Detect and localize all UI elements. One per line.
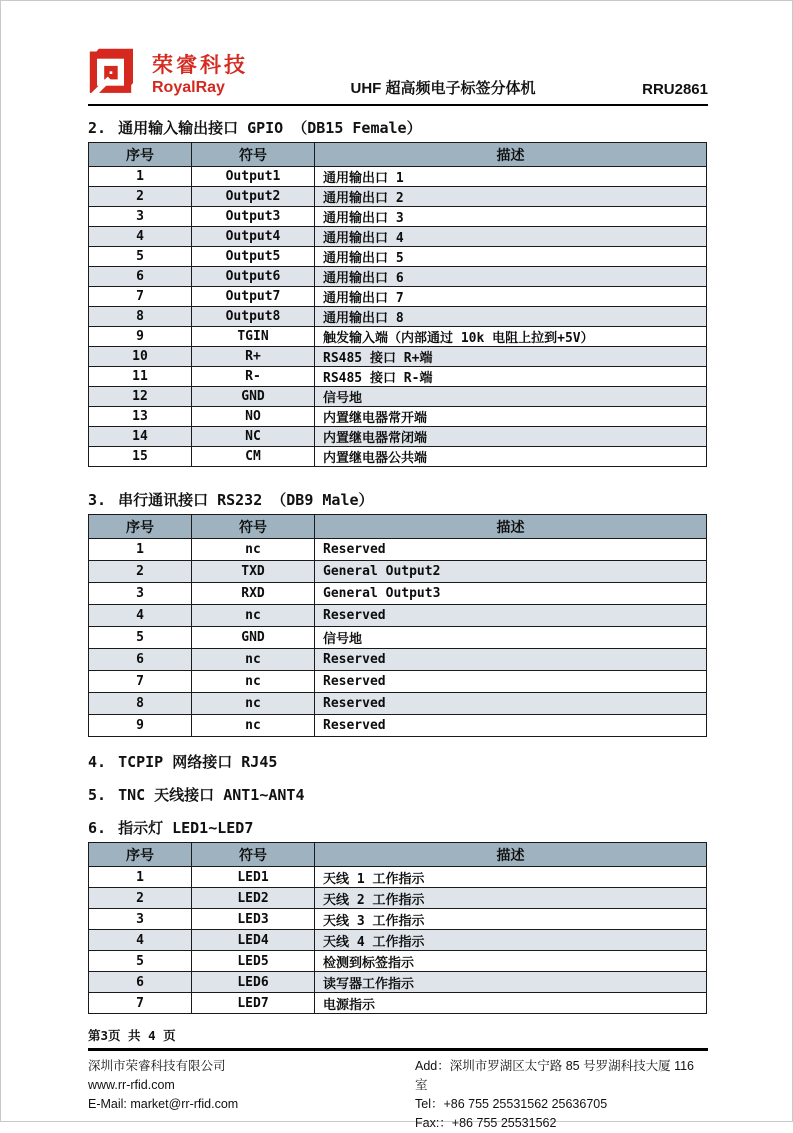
footer-company-name: 深圳市荣睿科技有限公司 xyxy=(88,1059,226,1073)
section-number: 2. xyxy=(88,119,107,137)
cell-description: 电源指示 xyxy=(315,993,707,1014)
table-row xyxy=(89,187,707,207)
cell-description: 通用输出口 1 xyxy=(315,167,707,187)
cell-number: 2 xyxy=(89,187,192,207)
gpio-pin-table xyxy=(88,142,707,467)
section-title: TCPIP 网络接口 RJ45 xyxy=(118,753,278,771)
cell-number: 2 xyxy=(89,888,192,909)
cell-symbol: GND xyxy=(192,387,315,407)
column-header: 描述 xyxy=(315,515,707,539)
footer-fax: Fax:：+86 755 25531562 xyxy=(415,1116,557,1130)
section-heading-antenna xyxy=(88,785,708,805)
cell-symbol: LED2 xyxy=(192,888,315,909)
logo-text xyxy=(152,47,248,97)
cell-number: 1 xyxy=(89,539,192,561)
column-header: 序号 xyxy=(89,143,192,167)
cell-number: 6 xyxy=(89,972,192,993)
cell-description: 天线 1 工作指示 xyxy=(315,867,707,888)
cell-number: 7 xyxy=(89,993,192,1014)
column-header: 符号 xyxy=(192,843,315,867)
cell-symbol: LED5 xyxy=(192,951,315,972)
cell-number: 3 xyxy=(89,207,192,227)
cell-symbol: Output7 xyxy=(192,287,315,307)
section-heading-rs232 xyxy=(88,490,708,510)
cell-number: 5 xyxy=(89,951,192,972)
cell-description: Reserved xyxy=(315,649,707,671)
product-model: RRU2861 xyxy=(642,81,708,98)
section-number: 5. xyxy=(88,786,107,804)
table-row xyxy=(89,539,707,561)
table-row xyxy=(89,909,707,930)
section-title: 串行通讯接口 RS232 （DB9 Male） xyxy=(118,491,374,509)
table-row xyxy=(89,715,707,737)
cell-description: 通用输出口 3 xyxy=(315,207,707,227)
table-row xyxy=(89,327,707,347)
column-header: 描述 xyxy=(315,143,707,167)
cell-number: 4 xyxy=(89,605,192,627)
cell-symbol: R+ xyxy=(192,347,315,367)
table-row xyxy=(89,167,707,187)
footer xyxy=(88,1057,708,1133)
footer-website: www.rr-rfid.com xyxy=(88,1078,175,1092)
cell-symbol: Output5 xyxy=(192,247,315,267)
cell-number: 12 xyxy=(89,387,192,407)
cell-number: 9 xyxy=(89,327,192,347)
cell-number: 7 xyxy=(89,287,192,307)
table-row xyxy=(89,583,707,605)
cell-number: 7 xyxy=(89,671,192,693)
cell-symbol: LED3 xyxy=(192,909,315,930)
cell-symbol: Output6 xyxy=(192,267,315,287)
cell-symbol: LED7 xyxy=(192,993,315,1014)
cell-symbol: NO xyxy=(192,407,315,427)
cell-symbol: nc xyxy=(192,671,315,693)
table-row xyxy=(89,930,707,951)
cell-description: 通用输出口 4 xyxy=(315,227,707,247)
cell-symbol: R- xyxy=(192,367,315,387)
table-row xyxy=(89,605,707,627)
cell-symbol: Output2 xyxy=(192,187,315,207)
cell-number: 3 xyxy=(89,583,192,605)
table-row xyxy=(89,287,707,307)
table-row xyxy=(89,307,707,327)
cell-symbol: GND xyxy=(192,627,315,649)
cell-symbol: nc xyxy=(192,715,315,737)
cell-number: 15 xyxy=(89,447,192,467)
cell-number: 2 xyxy=(89,561,192,583)
cell-number: 14 xyxy=(89,427,192,447)
cell-description: General Output2 xyxy=(315,561,707,583)
table-row xyxy=(89,347,707,367)
section-number: 4. xyxy=(88,753,107,771)
cell-symbol: LED6 xyxy=(192,972,315,993)
table-row xyxy=(89,427,707,447)
table-row xyxy=(89,951,707,972)
cell-symbol: Output3 xyxy=(192,207,315,227)
table-row xyxy=(89,888,707,909)
cell-symbol: TGIN xyxy=(192,327,315,347)
cell-symbol: nc xyxy=(192,649,315,671)
table-row xyxy=(89,247,707,267)
table-header-row xyxy=(89,515,707,539)
cell-symbol: Output1 xyxy=(192,167,315,187)
footer-left-column xyxy=(88,1057,415,1133)
section-number: 6. xyxy=(88,819,107,837)
cell-description: 天线 3 工作指示 xyxy=(315,909,707,930)
cell-description: Reserved xyxy=(315,715,707,737)
column-header: 序号 xyxy=(89,843,192,867)
cell-symbol: Output4 xyxy=(192,227,315,247)
cell-number: 6 xyxy=(89,649,192,671)
table-header-row xyxy=(89,143,707,167)
column-header: 序号 xyxy=(89,515,192,539)
cell-number: 10 xyxy=(89,347,192,367)
section-number: 3. xyxy=(88,491,107,509)
cell-number: 8 xyxy=(89,693,192,715)
table-row xyxy=(89,447,707,467)
cell-number: 4 xyxy=(89,930,192,951)
column-header: 符号 xyxy=(192,515,315,539)
table-row xyxy=(89,627,707,649)
cell-description: 信号地 xyxy=(315,387,707,407)
table-row xyxy=(89,972,707,993)
table-row xyxy=(89,993,707,1014)
cell-symbol: RXD xyxy=(192,583,315,605)
section-heading-led xyxy=(88,818,708,838)
cell-description: Reserved xyxy=(315,671,707,693)
cell-description: RS485 接口 R-端 xyxy=(315,367,707,387)
cell-number: 3 xyxy=(89,909,192,930)
section-heading-gpio xyxy=(88,118,708,138)
table-row xyxy=(89,867,707,888)
cell-symbol: LED1 xyxy=(192,867,315,888)
logo-company-name-cn: 荣睿科技 xyxy=(152,54,248,77)
section-title: 通用输入输出接口 GPIO （DB15 Female） xyxy=(118,119,422,137)
column-header: 符号 xyxy=(192,143,315,167)
rs232-pin-table xyxy=(88,514,707,737)
footer-right-column xyxy=(415,1057,708,1133)
cell-description: 通用输出口 8 xyxy=(315,307,707,327)
cell-symbol: TXD xyxy=(192,561,315,583)
page-header xyxy=(88,1,708,106)
document-title: UHF 超高频电子标签分体机 xyxy=(350,80,536,97)
section-title: 指示灯 LED1~LED7 xyxy=(118,819,254,837)
royalray-logo-icon xyxy=(88,47,142,101)
page-number-label: 第3页 共 4 页 xyxy=(88,1028,176,1043)
cell-symbol: Output8 xyxy=(192,307,315,327)
table-row xyxy=(89,227,707,247)
footer-divider xyxy=(88,1048,708,1051)
cell-number: 1 xyxy=(89,167,192,187)
table-row xyxy=(89,207,707,227)
cell-number: 4 xyxy=(89,227,192,247)
cell-symbol: nc xyxy=(192,693,315,715)
cell-description: 检测到标签指示 xyxy=(315,951,707,972)
cell-description: Reserved xyxy=(315,605,707,627)
cell-number: 11 xyxy=(89,367,192,387)
cell-symbol: nc xyxy=(192,539,315,561)
cell-number: 13 xyxy=(89,407,192,427)
cell-description: 天线 2 工作指示 xyxy=(315,888,707,909)
table-row xyxy=(89,387,707,407)
footer-telephone: Tel：+86 755 25531562 25636705 xyxy=(415,1097,608,1111)
table-row xyxy=(89,693,707,715)
table-row xyxy=(89,671,707,693)
cell-description: 通用输出口 2 xyxy=(315,187,707,207)
table-row xyxy=(89,407,707,427)
cell-symbol: NC xyxy=(192,427,315,447)
table-row xyxy=(89,267,707,287)
cell-description: 通用输出口 7 xyxy=(315,287,707,307)
cell-description: 通用输出口 6 xyxy=(315,267,707,287)
table-row xyxy=(89,561,707,583)
cell-number: 1 xyxy=(89,867,192,888)
section-title: TNC 天线接口 ANT1~ANT4 xyxy=(118,786,305,804)
cell-number: 5 xyxy=(89,627,192,649)
cell-description: RS485 接口 R+端 xyxy=(315,347,707,367)
cell-number: 6 xyxy=(89,267,192,287)
cell-description: General Output3 xyxy=(315,583,707,605)
cell-description: Reserved xyxy=(315,539,707,561)
footer-address: Add：深圳市罗湖区太宁路 85 号罗湖科技大厦 116 室 xyxy=(415,1059,694,1092)
footer-email: E-Mail: market@rr-rfid.com xyxy=(88,1097,239,1111)
cell-number: 9 xyxy=(89,715,192,737)
cell-description: 内置继电器公共端 xyxy=(315,447,707,467)
cell-description: 内置继电器常开端 xyxy=(315,407,707,427)
cell-symbol: LED4 xyxy=(192,930,315,951)
section-heading-rj45 xyxy=(88,752,708,772)
logo-company-name-en: RoyalRay xyxy=(152,79,225,96)
cell-description: Reserved xyxy=(315,693,707,715)
led-indicator-table xyxy=(88,842,707,1014)
company-logo xyxy=(88,47,248,101)
cell-number: 5 xyxy=(89,247,192,267)
cell-symbol: nc xyxy=(192,605,315,627)
cell-number: 8 xyxy=(89,307,192,327)
cell-description: 通用输出口 5 xyxy=(315,247,707,267)
cell-description: 触发输入端（内部通过 10k 电阻上拉到+5V） xyxy=(315,327,707,347)
table-row xyxy=(89,367,707,387)
table-row xyxy=(89,649,707,671)
cell-description: 内置继电器常闭端 xyxy=(315,427,707,447)
table-header-row xyxy=(89,843,707,867)
column-header: 描述 xyxy=(315,843,707,867)
cell-description: 信号地 xyxy=(315,627,707,649)
cell-symbol: CM xyxy=(192,447,315,467)
cell-description: 天线 4 工作指示 xyxy=(315,930,707,951)
cell-description: 读写器工作指示 xyxy=(315,972,707,993)
